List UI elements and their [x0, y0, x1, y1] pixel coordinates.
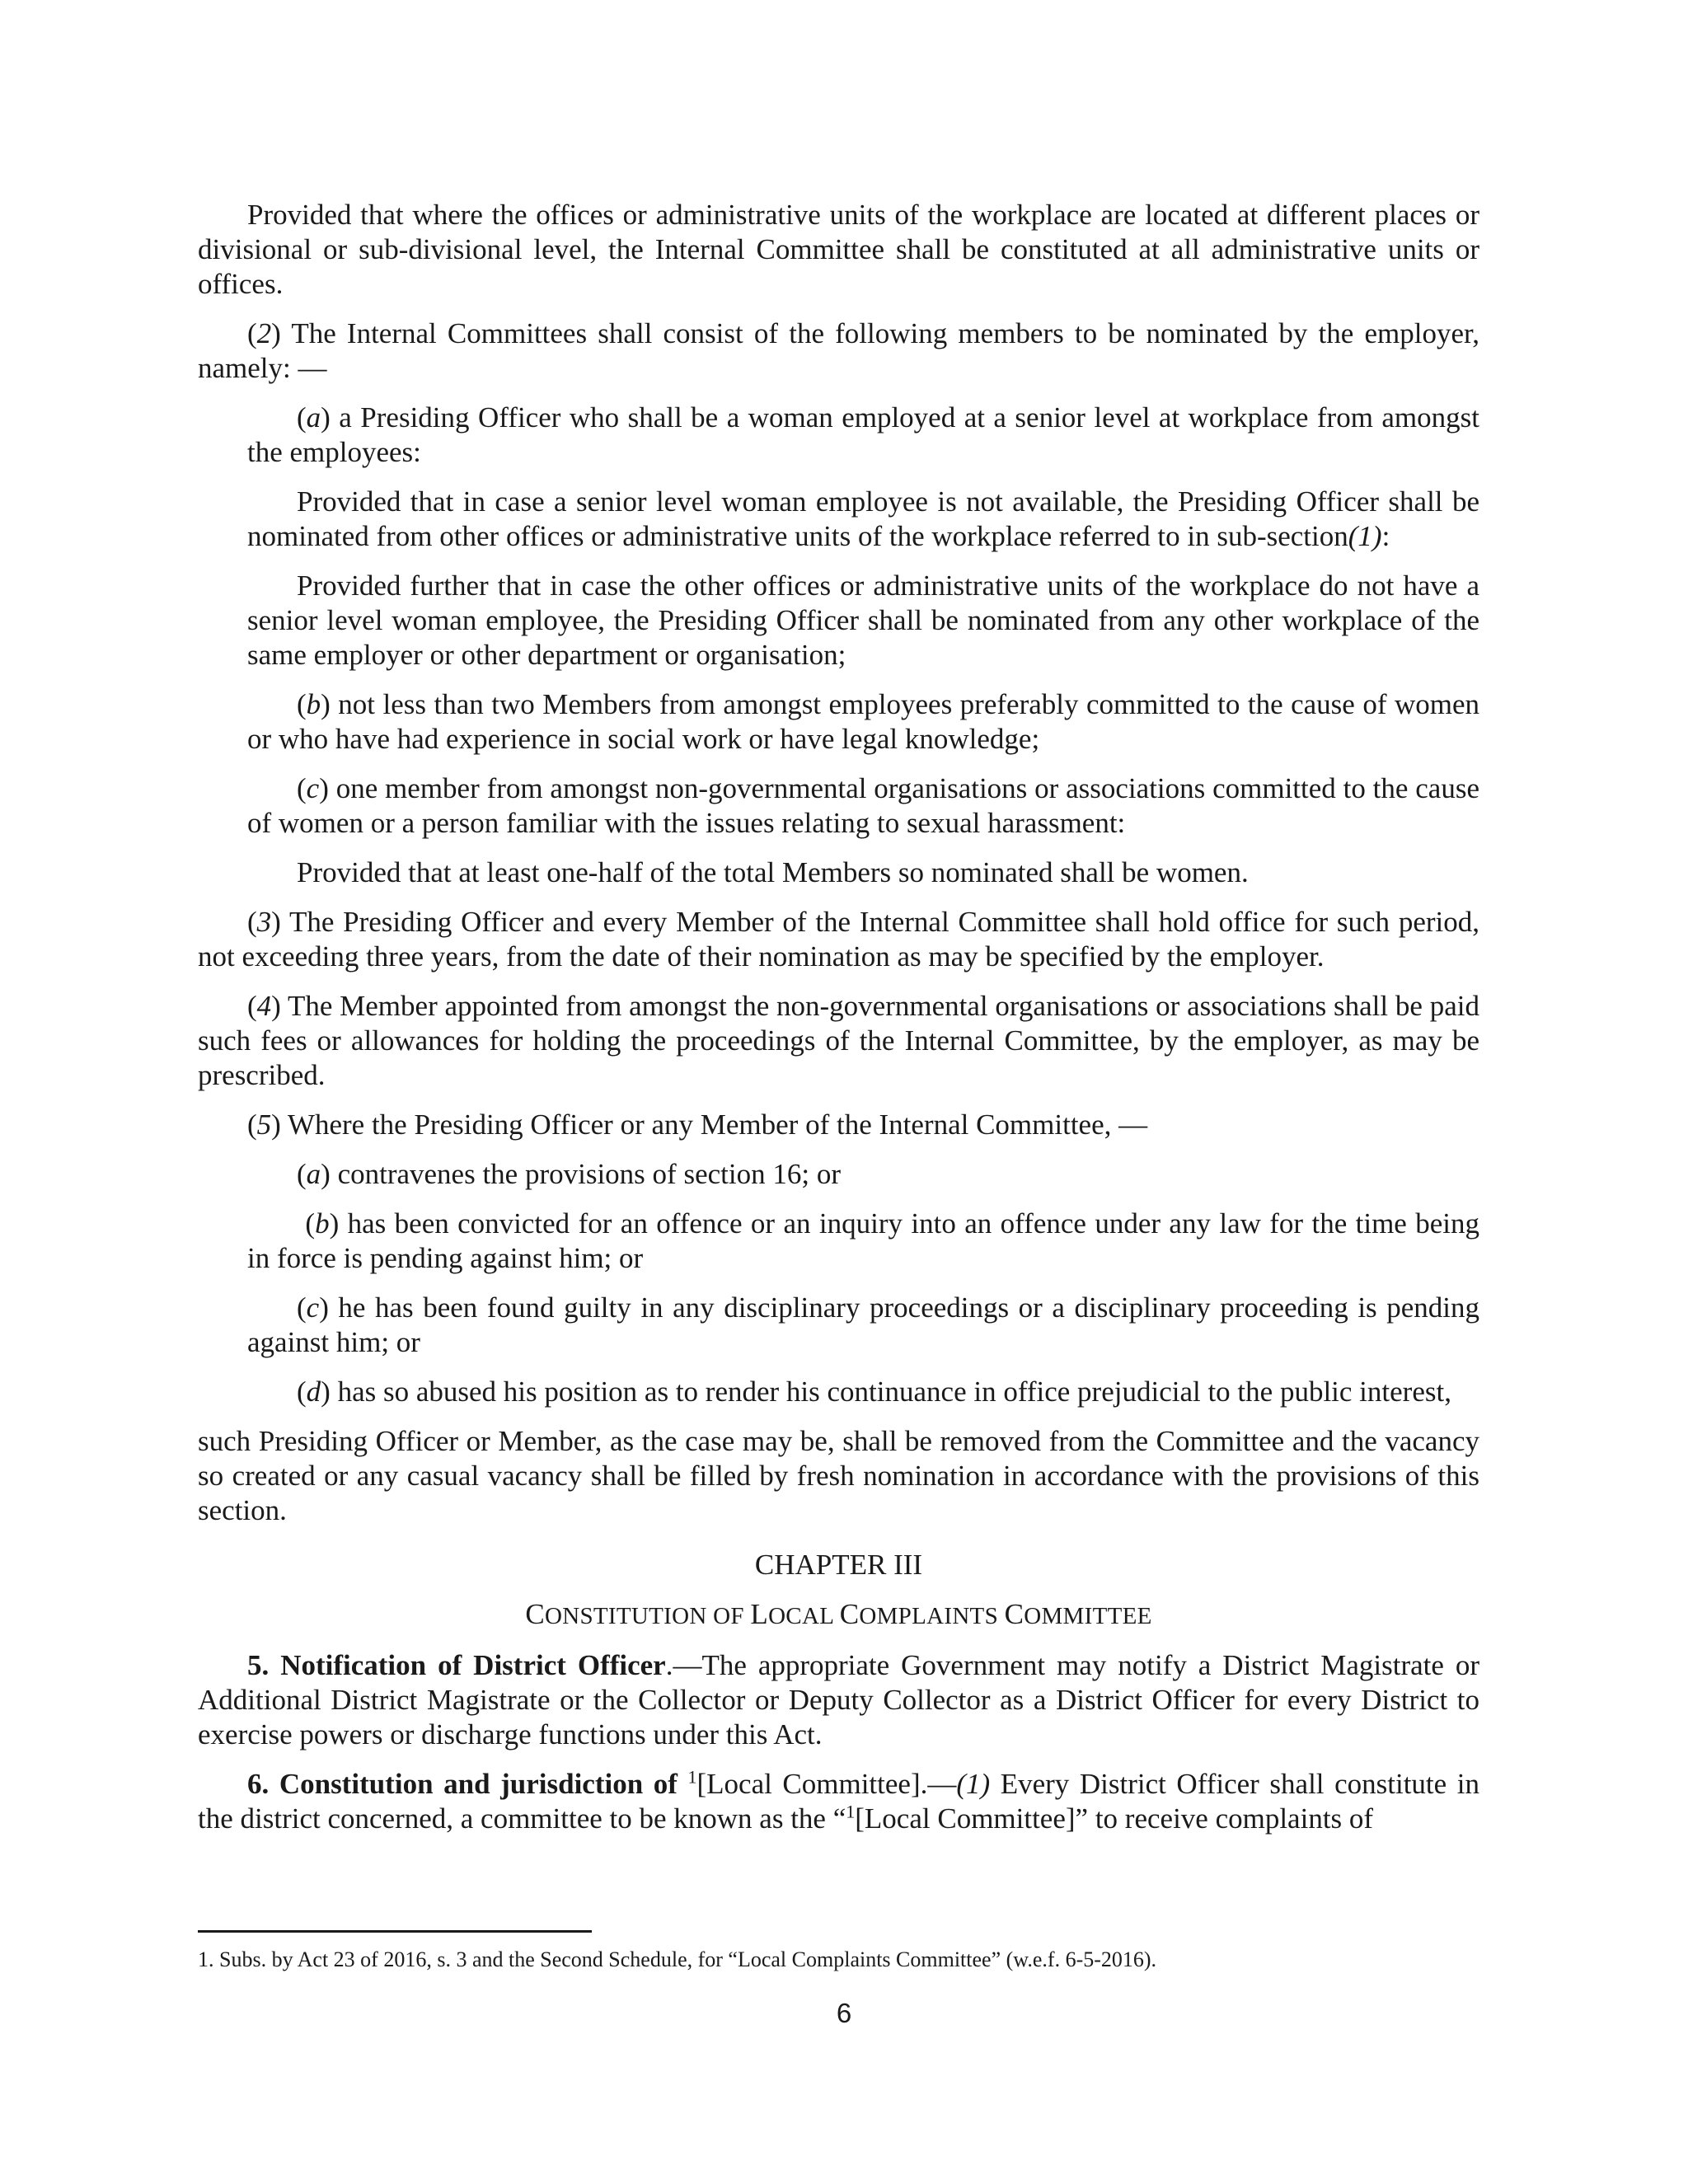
section-6-paragraph: 6. Constitution and jurisdiction of $^1$[Local Committee].—(1) Every District Officer shall constitute in the district concerned, a committee to be known as the “$^1$[Local Committee]” to receive complaints of: [198, 1766, 1479, 1835]
clause-5d: (d) has so abused his position as to render his continuance in office prejudicial to the public interest,: [297, 1376, 1451, 1408]
clause-2a: (a) a Presiding Officer who shall be a woman employed at a senior level at workplace from amongst the employees:: [247, 401, 1479, 468]
footnote: 1. Subs. by Act 23 of 2016, s. 3 and the Second Schedule, for “Local Complaints Committee” (w.e.f. 6-5-2016).: [198, 1947, 1157, 1971]
clause-5a: (a) contravenes the provisions of section 16; or: [297, 1158, 841, 1190]
footnote-marker: 1: [846, 1801, 856, 1822]
clause-2c-proviso: Provided that at least one-half of the total Members so nominated shall be women.: [297, 856, 1249, 888]
section-5-paragraph: 5. Notification of District Officer.—The appropriate Government may notify a District Magistrate or Additional District Magistrate or the Collector or Deputy Collector as a District Officer for every District to exercise powers or discharge functions under this Act.: [198, 1649, 1479, 1750]
subsection-3: (3) The Presiding Officer and every Member of the Internal Committee shall hold office for such period, not exceeding three years, from the date of their nomination as may be specified by the employer.: [198, 906, 1479, 972]
subsection-5-closing: such Presiding Officer or Member, as the case may be, shall be removed from the Committee and the vacancy so created or any casual vacancy shall be filled by fresh nomination in accordance with the provisions of this section.: [198, 1425, 1479, 1526]
clause-2a-proviso-1: Provided that in case a senior level woman employee is not available, the Presiding Officer shall be nominated from other offices or administrative units of the workplace referred to in sub-section(1):: [247, 485, 1479, 552]
clause-2b: (b) not less than two Members from amongst employees preferably committed to the cause of women or who have had experience in social work or have legal knowledge;: [247, 688, 1479, 755]
body-text: [198, 198, 1479, 1836]
footnote-marker: 1: [687, 1766, 697, 1788]
subsection-4: (4) The Member appointed from amongst the non-governmental organisations or associations shall be paid such fees or allowances for holding the proceedings of the Internal Committee, by the employer, as may be prescribed.: [198, 990, 1479, 1091]
page-number: 6: [836, 1998, 852, 2028]
proviso-offices-paragraph: Provided that where the offices or administrative units of the workplace are located at different places or divisional or sub-divisional level, the Internal Committee shall be constituted at all administrative units or offices.: [198, 199, 1479, 300]
chapter-subtitle: CONSTITUTION OF LOCAL COMPLAINTS COMMITTEE: [525, 1598, 1152, 1630]
clause-5b: (b) has been convicted for an offence or an inquiry into an offence under any law for the time being in force is pending against him; or: [247, 1207, 1480, 1274]
clause-5c: (c) he has been found guilty in any disciplinary proceedings or a disciplinary proceeding is pending against him; or: [247, 1291, 1479, 1358]
subsection-2: (2) The Internal Committees shall consist of the following members to be nominated by the employer, namely: —: [198, 317, 1479, 384]
footnote-divider: [198, 1930, 592, 1933]
chapter-heading: CHAPTER III: [754, 1549, 923, 1581]
section-5-title: 5. Notification of District Officer: [247, 1649, 666, 1681]
section-6-title: 6. Constitution and jurisdiction of: [247, 1768, 688, 1800]
clause-2c: (c) one member from amongst non-governmental organisations or associations committed to the cause of women or a person familiar with the issues relating to sexual harassment:: [247, 772, 1479, 839]
clause-2a-proviso-2: Provided further that in case the other offices or administrative units of the workplace do not have a senior level woman employee, the Presiding Officer shall be nominated from any other workplace of the same employer or other department or organisation;: [247, 569, 1479, 671]
subsection-5: (5) Where the Presiding Officer or any Member of the Internal Committee, —: [247, 1108, 1148, 1141]
